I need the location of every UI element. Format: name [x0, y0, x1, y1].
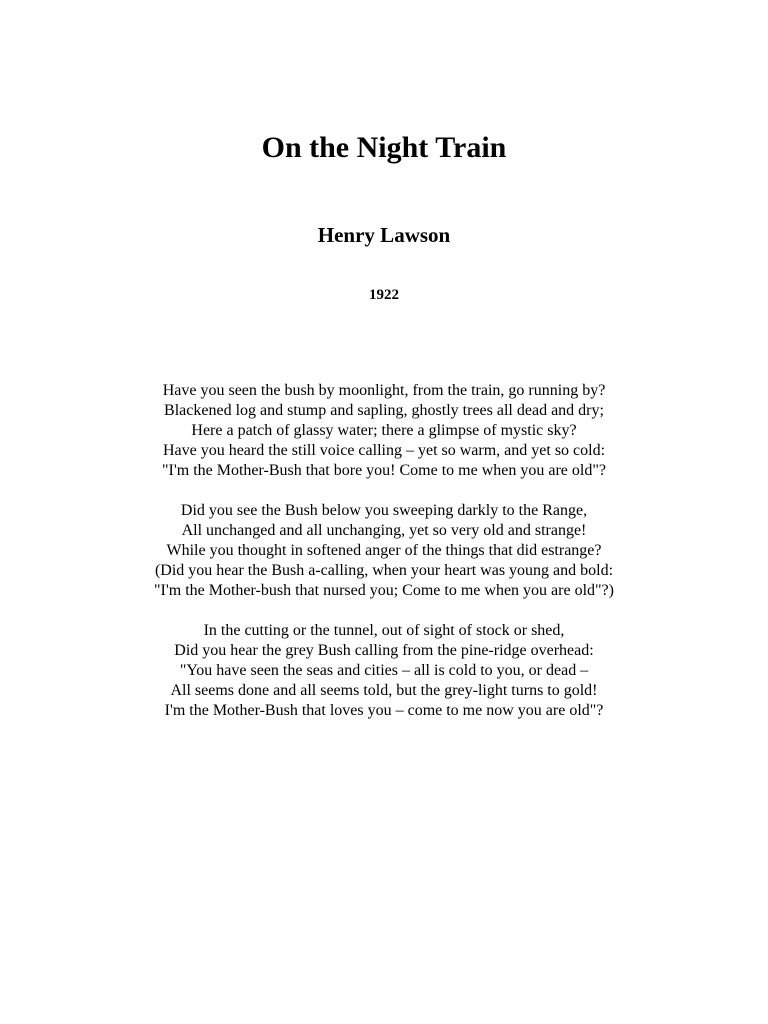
poem-line: Have you seen the bush by moonlight, from the train, go running by? — [162, 382, 606, 399]
poem-line: All unchanged and all unchanging, yet so very old and strange! — [181, 522, 587, 539]
poem-line: "I'm the Mother-bush that nursed you; Come to me when you are old"?) — [154, 582, 614, 599]
stanza-3 — [0, 621, 768, 721]
poem-line: I'm the Mother-Bush that loves you – come to me now you are old"? — [164, 702, 604, 719]
poem-body — [0, 381, 768, 741]
poem-line: (Did you hear the Bush a-calling, when your heart was young and bold: — [154, 562, 614, 579]
poem-line: Did you see the Bush below you sweeping darkly to the Range, — [180, 502, 588, 519]
poem-line: Have you heard the still voice calling – yet so warm, and yet so cold: — [162, 442, 606, 459]
poem-year: 1922 — [369, 287, 399, 303]
poem-line: Did you hear the grey Bush calling from the pine-ridge overhead: — [174, 642, 594, 659]
poem-title: On the Night Train — [261, 131, 507, 164]
stanza-2 — [0, 501, 768, 601]
stanza-1 — [0, 381, 768, 481]
poem-line: Blackened log and stump and sapling, ghostly trees all dead and dry; — [164, 402, 604, 419]
poem-line: While you thought in softened anger of the things that did estrange? — [166, 542, 602, 559]
poem-author: Henry Lawson — [317, 223, 451, 247]
poem-line: In the cutting or the tunnel, out of sight of stock or shed, — [203, 622, 565, 639]
poem-line: "I'm the Mother-Bush that bore you! Come to me when you are old"? — [162, 462, 606, 479]
poem-line: "You have seen the seas and cities – all is cold to you, or dead – — [179, 662, 589, 679]
poem-line: All seems done and all seems told, but the grey-light turns to gold! — [170, 682, 598, 699]
poem-line: Here a patch of glassy water; there a glimpse of mystic sky? — [191, 422, 577, 439]
